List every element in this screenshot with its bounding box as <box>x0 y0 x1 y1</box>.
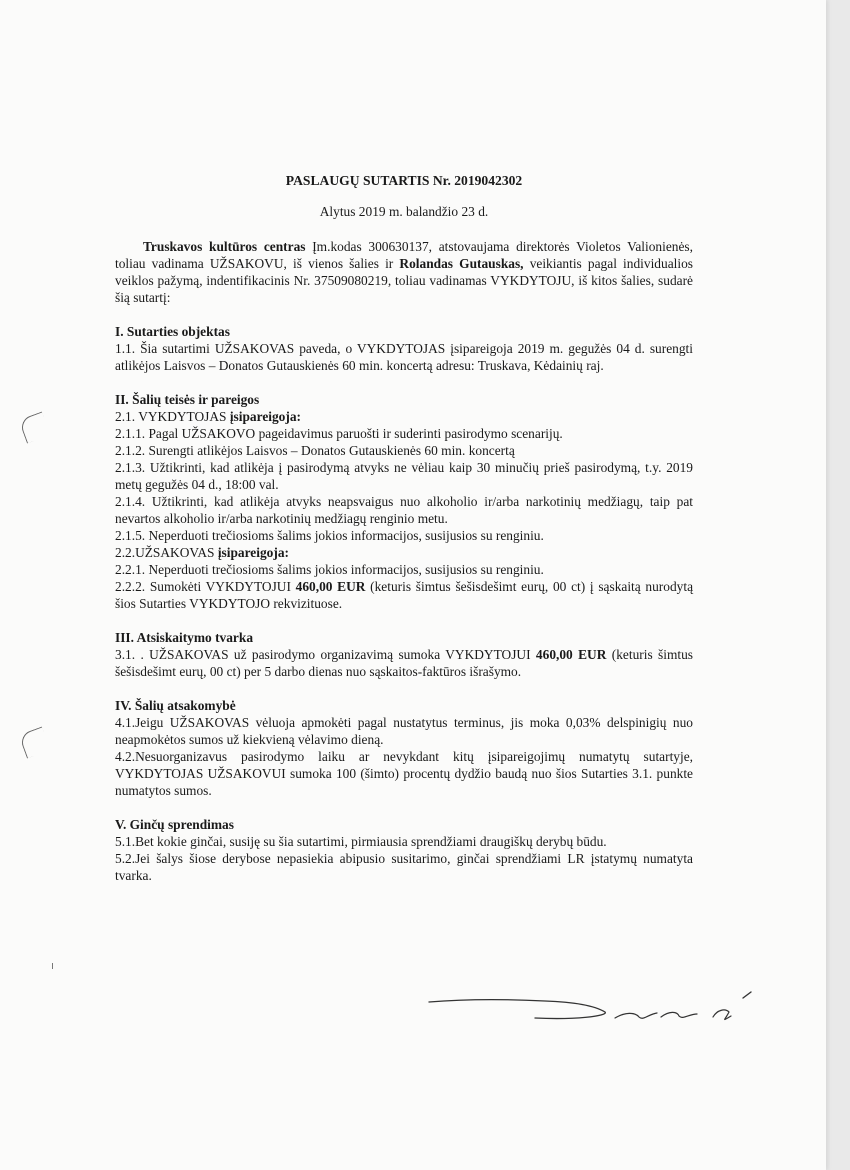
scan-speck <box>52 963 53 969</box>
section-rights-duties <box>115 391 693 612</box>
person-name: Rolandas Gutauskas, <box>399 256 524 271</box>
clause-2-1-5: 2.1.5. Neperduoti trečiosioms šalims jokios informacijos, susijusios su renginiu. <box>115 528 544 543</box>
section-payment <box>115 629 693 680</box>
clause-2-2-1: 2.2.1. Neperduoti trečiosioms šalims jokios informacijos, susijusios su renginiu. <box>115 562 544 577</box>
clause-3-1: 3.1. . UŽSAKOVAS už pasirodymo organizavimą sumoka VYKDYTOJUI 460,00 EUR (keturis šimtus šešisdešimt eurų, 00 ct) per 5 darbo dienas nuo sąskaitos-faktūros išrašymo. <box>115 647 693 679</box>
section-heading: II. Šalių teisės ir pareigos <box>115 392 260 407</box>
clause-2-1: 2.1. VYKDYTOJAS įsipareigoja: <box>115 409 301 424</box>
clause-2-1-3: 2.1.3. Užtikrinti, kad atlikėja į pasirodymą atvyks ne vėliau kaip 30 minučių prieš pasirodymą, t.y. 2019 metų gegužės 04 d., 18:00 val. <box>115 460 693 492</box>
place-date: Alytus 2019 m. balandžio 23 d. <box>319 204 489 219</box>
section-liability <box>115 697 693 799</box>
clause-2-1-2: 2.1.2. Surengti atlikėjos Laisvos – Donatos Gutauskienės 60 min. koncertą <box>115 443 515 458</box>
section-heading: IV. Šalių atsakomybė <box>115 698 236 713</box>
contract-body <box>115 172 693 884</box>
section-heading: I. Sutarties objektas <box>115 324 230 339</box>
clause-4-1: 4.1.Jeigu UŽSAKOVAS vėluoja apmokėti pagal nustatytus terminus, jis moka 0,03% delspinigių nuo neapmokėtos sumos už kiekvieną vėlavimo dieną. <box>115 715 693 747</box>
org-name: Truskavos kultūros centras <box>143 239 306 254</box>
clause-2-2-2: 2.2.2. Sumokėti VYKDYTOJUI 460,00 EUR (keturis šimtus šešisdešimt eurų, 00 ct) į sąskaitą nurodytą šios Sutarties VYKDYTOJO rekvizituose. <box>115 579 694 611</box>
section-object <box>115 323 693 374</box>
punch-hole-mark <box>18 411 50 443</box>
clause-4-2: 4.2.Nesuorganizavus pasirodymo laiku ar nevykdant kitų įsipareigojimų numatytų sutartyje, VYKDYTOJAS UŽSAKOVUI sumoka 100 (šimto) procentų dydžio baudą nuo šios Sutarties 3.1. punkte numatytos sumos. <box>115 749 693 798</box>
clause-1-1: 1.1. Šia sutartimi UŽSAKOVAS paveda, o VYKDYTOJAS įsipareigoja 2019 m. gegužės 04 d. surengti atlikėjos Laisvos – Donatos Gutauskienės 60 min. koncertą adresu: Truskava, Kėdainių raj. <box>115 341 693 373</box>
clause-5-1: 5.1.Bet kokie ginčai, susiję su šia sutartimi, pirmiausia sprendžiami draugiškų derybų būdu. <box>115 834 607 849</box>
clause-5-2: 5.2.Jei šalys šiose derybose nepasiekia abipusio susitarimo, ginčai sprendžiami LR įstatymų numatyta tvarka. <box>115 851 693 883</box>
document-title: PASLAUGŲ SUTARTIS Nr. 2019042302 <box>285 173 523 188</box>
handwritten-signature <box>425 990 765 1030</box>
punch-hole-mark <box>18 726 50 758</box>
intro-paragraph: Truskavos kultūros centras Įm.kodas 300630137, atstovaujama direktorės Violetos Valionienės, toliau vadinama UŽSAKOVU, iš vienos šalies ir Rolandas Gutauskas, veikiantis pagal individualios veiklos pažymą, indentifikacinis Nr. 37509080219, toliau vadinamas VYKDYTOJU, iš kitos šalies, sudarė šią sutartį: <box>115 239 693 305</box>
section-heading: III. Atsiskaitymo tvarka <box>115 630 254 645</box>
section-heading: V. Ginčų sprendimas <box>115 817 234 832</box>
section-disputes <box>115 816 693 884</box>
clause-2-1-4: 2.1.4. Užtikrinti, kad atlikėja atvyks neapsvaigus nuo alkoholio ir/arba narkotinių medžiagų, taip pat nevartos alkoholio ir/arba narkotinių medžiagų renginio metu. <box>115 494 693 526</box>
clause-2-2: 2.2.UŽSAKOVAS įsipareigoja: <box>115 545 289 560</box>
clause-2-1-1: 2.1.1. Pagal UŽSAKOVO pageidavimus paruošti ir suderinti pasirodymo scenarijų. <box>115 426 563 441</box>
